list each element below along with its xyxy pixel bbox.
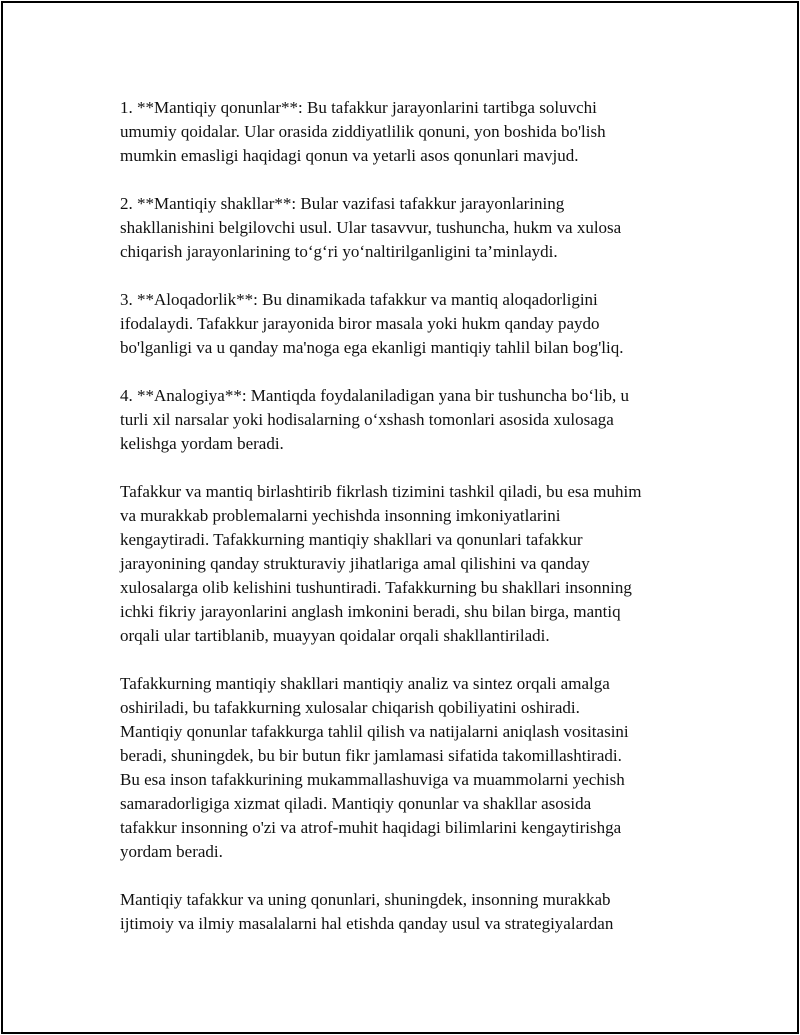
text-line: va murakkab problemalarni yechishda insonning imkoniyatlarini [120, 506, 561, 525]
text-line: chiqarish jarayonlarining to‘g‘ri yo‘naltirilganligini ta’minlaydi. [120, 242, 558, 261]
text-line: jarayonining qanday strukturaviy jihatlariga amal qilishini va qanday [120, 554, 590, 573]
paragraph [120, 96, 700, 168]
paragraph [120, 888, 700, 936]
text-line: umumiy qoidalar. Ular orasida ziddiyatlilik qonuni, yon boshida bo'lish [120, 122, 606, 141]
text-line: Tafakkur va mantiq birlashtirib fikrlash tizimini tashkil qiladi, bu esa muhim [120, 482, 642, 501]
text-line: beradi, shuningdek, bu bir butun fikr jamlamasi sifatida takomillashtiradi. [120, 746, 622, 765]
text-line: kengaytiradi. Tafakkurning mantiqiy shakllari va qonunlari tafakkur [120, 530, 583, 549]
text-line: bo'lganligi va u qanday ma'noga ega ekanligi mantiqiy tahlil bilan bog'liq. [120, 338, 624, 357]
text-line: Mantiqiy tafakkur va uning qonunlari, shuningdek, insonning murakkab [120, 890, 611, 909]
paragraph [120, 288, 700, 360]
paragraph [120, 480, 700, 648]
paragraph [120, 192, 700, 264]
text-line: xulosalarga olib kelishini tushuntiradi. Tafakkurning bu shakllari insonning [120, 578, 632, 597]
text-line: orqali ular tartiblanib, muayyan qoidalar orqali shakllantiriladi. [120, 626, 550, 645]
text-line: 3. **Aloqadorlik**: Bu dinamikada tafakkur va mantiq aloqadorligini [120, 290, 598, 309]
text-line: tafakkur insonning o'zi va atrof-muhit haqidagi bilimlarini kengaytirishga [120, 818, 622, 837]
paragraph [120, 672, 700, 864]
text-line: ifodalaydi. Tafakkur jarayonida biror masala yoki hukm qanday paydo [120, 314, 600, 333]
text-line: samaradorligiga xizmat qiladi. Mantiqiy qonunlar va shakllar asosida [120, 794, 592, 813]
text-line: turli xil narsalar yoki hodisalarning o‘xshash tomonlari asosida xulosaga [120, 410, 614, 429]
document-body [120, 96, 700, 960]
text-line: Bu esa inson tafakkurining mukammallashuviga va muammolarni yechish [120, 770, 625, 789]
text-line: Tafakkurning mantiqiy shakllari mantiqiy analiz va sintez orqali amalga [120, 674, 610, 693]
text-line: 4. **Analogiya**: Mantiqda foydalaniladigan yana bir tushuncha bo‘lib, u [120, 386, 629, 405]
text-line: mumkin emasligi haqidagi qonun va yetarli asos qonunlari mavjud. [120, 146, 579, 165]
text-line: Mantiqiy qonunlar tafakkurga tahlil qilish va natijalarni aniqlash vositasini [120, 722, 629, 741]
text-line: 2. **Mantiqiy shakllar**: Bular vazifasi tafakkur jarayonlarining [120, 194, 565, 213]
text-line: 1. **Mantiqiy qonunlar**: Bu tafakkur jarayonlarini tartibga soluvchi [120, 98, 597, 117]
text-line: yordam beradi. [120, 842, 223, 861]
text-line: ichki fikriy jarayonlarini anglash imkonini beradi, shu bilan birga, mantiq [120, 602, 621, 621]
text-line: shakllanishini belgilovchi usul. Ular tasavvur, tushuncha, hukm va xulosa [120, 218, 622, 237]
text-line: ijtimoiy va ilmiy masalalarni hal etishda qanday usul va strategiyalardan [120, 914, 614, 933]
paragraph [120, 384, 700, 456]
text-line: oshiriladi, bu tafakkurning xulosalar chiqarish qobiliyatini oshiradi. [120, 698, 580, 717]
text-line: kelishga yordam beradi. [120, 434, 284, 453]
page-frame [1, 1, 799, 1034]
